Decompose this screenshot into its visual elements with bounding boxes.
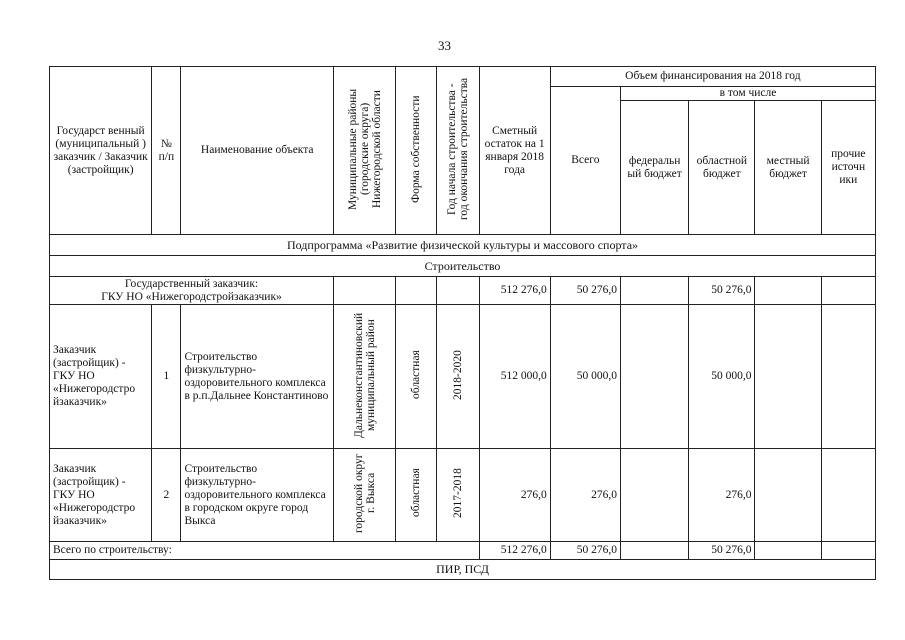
row-ownership-text: областная (410, 468, 423, 518)
total-construction-total: 50 276,0 (550, 542, 620, 560)
state-customer-total: 50 276,0 (550, 277, 620, 305)
state-customer-name: ГКУ НО «Нижегородстройзаказчик» (101, 290, 282, 303)
construction-section-title: Строительство (50, 256, 876, 277)
row-ownership-text: областная (410, 350, 423, 399)
row-number: 1 (152, 305, 181, 449)
header-regional: областной бюджет (689, 101, 755, 235)
row-customer: Заказчик (застройщик) - ГКУ НО «Нижегородстро йзаказчик» (50, 305, 152, 449)
header-customer: Государст венный (муниципальный ) заказчик / Заказчик (застройщик) (50, 67, 152, 235)
state-customer-estimate: 512 276,0 (479, 277, 550, 305)
row-regional: 50 000,0 (689, 305, 755, 449)
total-construction-row (50, 542, 876, 560)
header-local: местный бюджет (755, 101, 821, 235)
state-customer-regional: 50 276,0 (689, 277, 755, 305)
row-years-text: 2018-2020 (451, 349, 464, 400)
header-object-name: Наименование объекта (181, 67, 334, 235)
header-estimate: Сметный остаток на 1 января 2018 года (479, 67, 550, 235)
row-years (437, 305, 479, 449)
state-customer-label: Государственный заказчик: (124, 277, 259, 290)
header-years-text: Год начала строительства - год окончания строительства (445, 77, 470, 220)
page-number: 33 (438, 38, 451, 53)
row-total: 50 000,0 (550, 305, 620, 449)
table-row (50, 305, 876, 449)
header-districts (334, 67, 396, 235)
header-years (437, 67, 479, 235)
row-regional: 276,0 (689, 449, 755, 542)
state-customer-cell (50, 277, 334, 305)
row-estimate: 512 000,0 (479, 305, 550, 449)
pir-section-title: ПИР, ПСД (50, 560, 876, 580)
header-total: Всего (550, 87, 620, 235)
financing-table (49, 66, 876, 580)
header-including: в том числе (621, 87, 876, 101)
header-other: прочие источн ики (821, 101, 875, 235)
row-total: 276,0 (550, 449, 620, 542)
table-row (50, 449, 876, 542)
row-object: Строительство физкультурно-оздоровительного комплекса в р.п.Дальнее Константиново (181, 305, 334, 449)
header-federal: федеральн ый бюджет (621, 101, 689, 235)
row-district (334, 305, 396, 449)
header-ownership (396, 67, 437, 235)
row-district-text: городской округ г. Выкса (352, 453, 377, 533)
subprogram-title: Подпрограмма «Развитие физической культуры и массового спорта» (50, 235, 876, 256)
row-district-text: Дальнеконстантиновский муниципальный район (352, 311, 377, 438)
state-customer-row (50, 277, 876, 305)
header-number: № п/п (152, 67, 181, 235)
header-districts-text: Муниципальные районы (городские округа) Нижегородской области (346, 87, 383, 210)
row-number: 2 (152, 449, 181, 542)
row-ownership (396, 305, 437, 449)
header-ownership-text: Форма собственности (410, 94, 423, 203)
row-district (334, 449, 396, 542)
total-construction-label: Всего по строительству: (50, 542, 480, 560)
header-financing-title: Объем финансирования на 2018 год (550, 67, 875, 87)
row-years (437, 449, 479, 542)
total-construction-estimate: 512 276,0 (479, 542, 550, 560)
row-object: Строительство физкультурно-оздоровительного комплекса в городском округе город Выкса (181, 449, 334, 542)
row-customer: Заказчик (застройщик) - ГКУ НО «Нижегородстро йзаказчик» (50, 449, 152, 542)
row-years-text: 2017-2018 (451, 468, 464, 518)
total-construction-regional: 50 276,0 (689, 542, 755, 560)
row-estimate: 276,0 (479, 449, 550, 542)
row-ownership (396, 449, 437, 542)
